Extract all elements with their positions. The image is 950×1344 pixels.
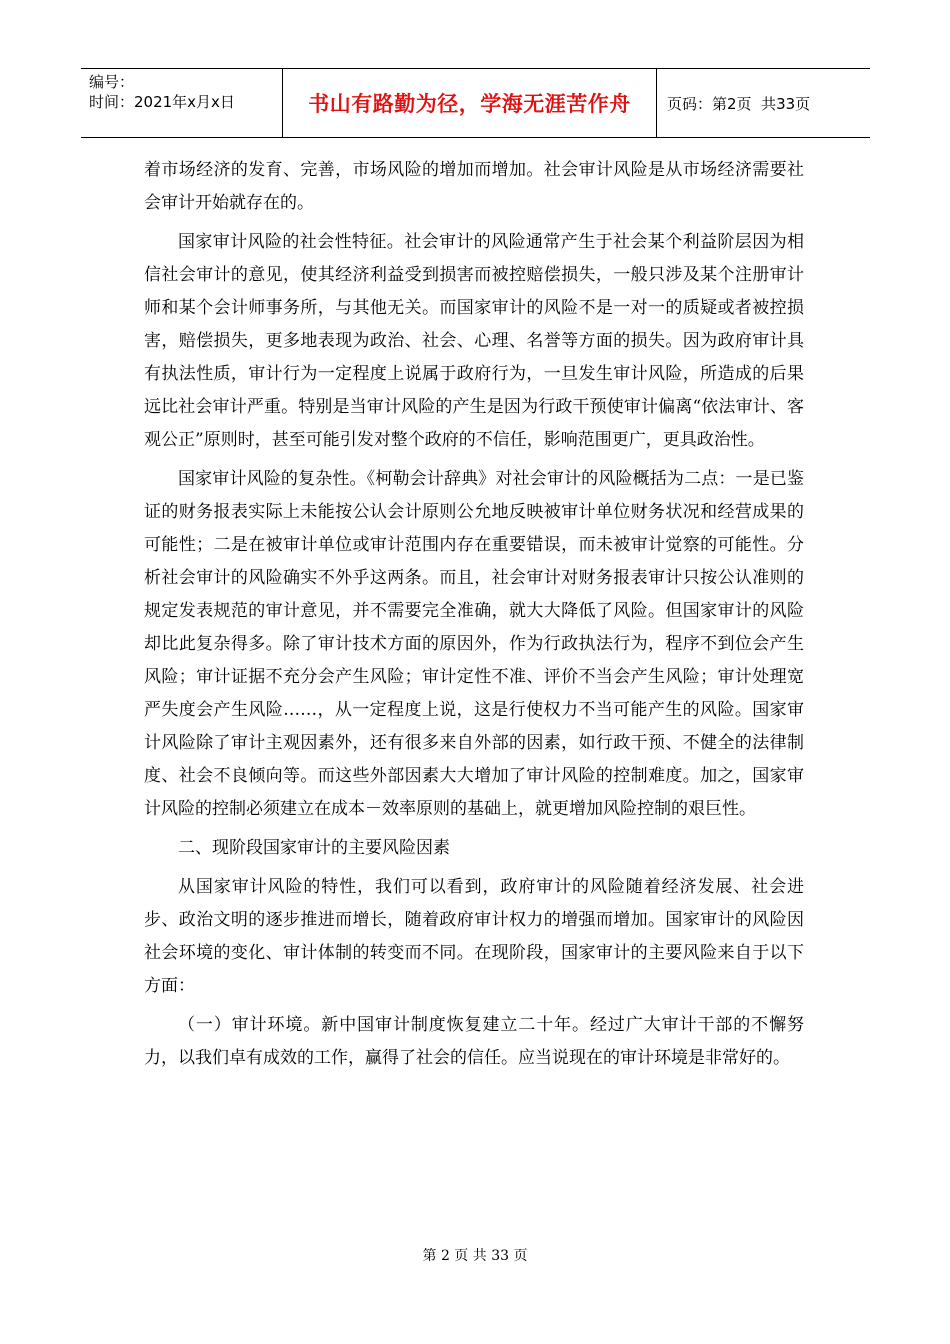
header-motto-cell bbox=[283, 69, 657, 137]
header-page-cell bbox=[657, 69, 870, 137]
body-paragraph: 国家审计风险的复杂性。《柯勒会计辞典》对社会审计的风险概括为二点：一是已鉴证的财务报表实际上未能按公认会计原则公允地反映被审计单位财务状况和经营成果的可能性；二是在被审计单位或审计范围内存在重要错误，而未被审计觉察的可能性。分析社会审计的风险确实不外乎这两条。而且，社会审计对财务报表审计只按公认准则的规定发表规范的审计意见，并不需要完全准确，就大大降低了风险。但国家审计的风险却比此复杂得多。除了审计技术方面的原因外，作为行政执法行为，程序不到位会产生风险；审计证据不充分会产生风险；审计定性不准、评价不当会产生风险；审计处理宽严失度会产生风险……，从一定程度上说，这是行使权力不当可能产生的风险。国家审计风险除了审计主观因素外，还有很多来自外部的因素，如行政干预、不健全的法律制度、社会不良倾向等。而这些外部因素大大增加了审计风险的控制难度。加之，国家审计风险的控制必须建立在成本－效率原则的基础上，就更增加风险控制的艰巨性。 bbox=[144, 469, 804, 819]
body-paragraph: 着市场经济的发育、完善，市场风险的增加而增加。社会审计风险是从市场经济需要社会审计开始就存在的。 bbox=[144, 160, 804, 213]
section-heading: 二、现阶段国家审计的主要风险因素 bbox=[178, 838, 450, 858]
header-meta-cell bbox=[81, 69, 283, 137]
body-paragraph: （一）审计环境。新中国审计制度恢复建立二十年。经过广大审计干部的不懈努力，以我们卓有成效的工作，赢得了社会的信任。应当说现在的审计环境是非常好的。 bbox=[144, 1015, 804, 1068]
page-header bbox=[81, 68, 870, 138]
document-date-label: 时间：2021年x月x日 bbox=[89, 93, 235, 111]
document-number-label: 编号： bbox=[89, 73, 135, 91]
body-paragraph: 国家审计风险的社会性特征。社会审计的风险通常产生于社会某个利益阶层因为相信社会审计的意见，使其经济利益受到损害而被控赔偿损失，一般只涉及某个注册审计师和某个会计师事务所，与其他无关。而国家审计的风险不是一对一的质疑或者被控损害，赔偿损失，更多地表现为政治、社会、心理、名誉等方面的损失。因为政府审计具有执法性质，审计行为一定程度上说属于政府行为，一旦发生审计风险，所造成的后果远比社会审计严重。特别是当审计风险的产生是因为行政干预使审计偏离“依法审计、客观公正”原则时，甚至可能引发对整个政府的不信任，影响范围更广，更具政治性。 bbox=[144, 232, 804, 450]
footer-page-number: 第 2 页 共 33 页 bbox=[422, 1248, 528, 1264]
header-page-info: 页码：第2页 共33页 bbox=[667, 94, 811, 113]
body-paragraph: 从国家审计风险的特性，我们可以看到，政府审计的风险随着经济发展、社会进步、政治文明的逐步推进而增长，随着政府审计权力的增强而增加。国家审计的风险因社会环境的变化、审计体制的转变而不同。在现阶段，国家审计的主要风险来自于以下方面： bbox=[144, 877, 804, 996]
header-motto: 书山有路勤为径，学海无涯苦作舟 bbox=[308, 92, 631, 116]
document-body bbox=[144, 154, 804, 1081]
page-footer bbox=[0, 1245, 950, 1265]
